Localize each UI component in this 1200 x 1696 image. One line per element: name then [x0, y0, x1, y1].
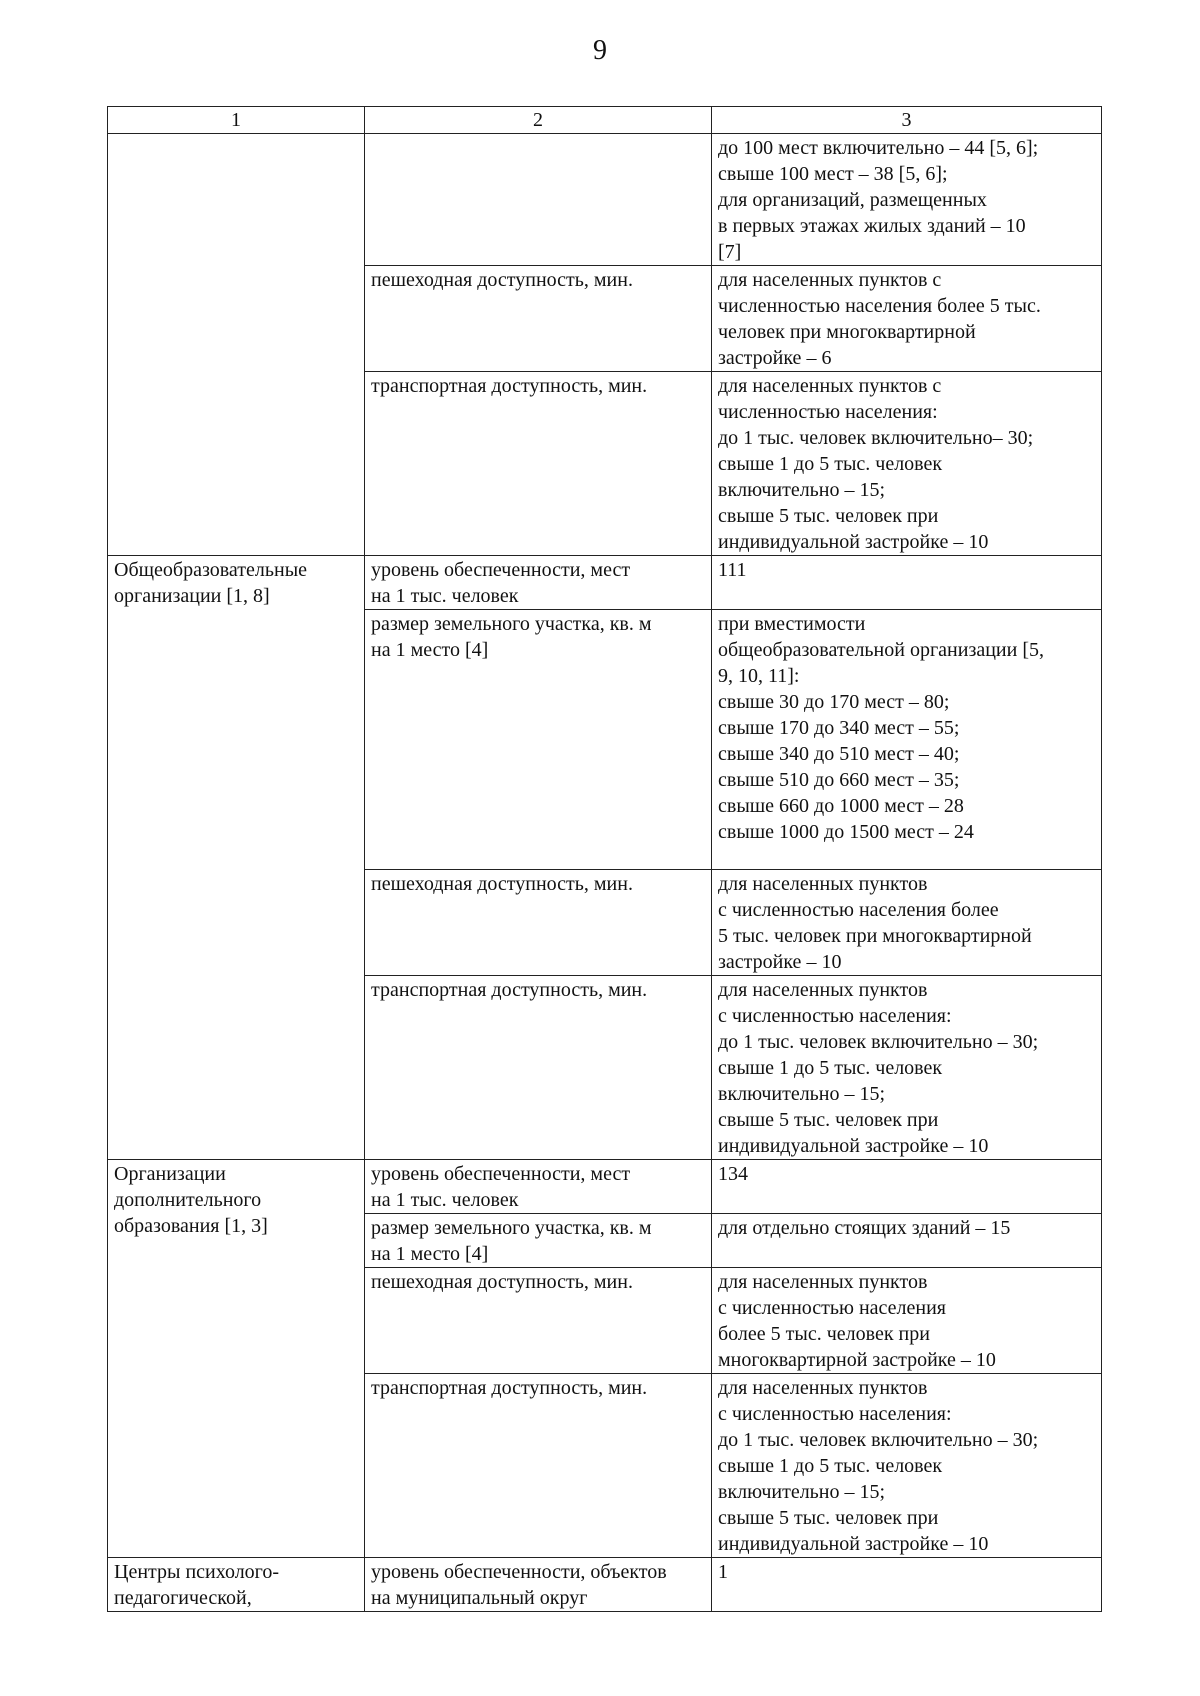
norms-table — [107, 106, 1102, 1612]
value-cell: для населенных пунктов с численностью населения: до 1 тыс. человек включительно– 30; свыше 1 до 5 тыс. человек включительно – 15; свыше 5 тыс. человек при индивидуальной застройке – 10 — [712, 372, 1102, 556]
value-cell: до 100 мест включительно – 44 [5, 6]; свыше 100 мест – 38 [5, 6]; для организаций, размещенных в первых этажах жилых зданий – 10 [7] — [712, 134, 1102, 266]
indicator-cell: транспортная доступность, мин. — [365, 372, 712, 556]
value-cell: для населенных пунктов с численностью населения: до 1 тыс. человек включительно – 30; свыше 1 до 5 тыс. человек включительно – 15; свыше 5 тыс. человек при индивидуальной застройке – 10 — [712, 1374, 1102, 1558]
table-row — [108, 1160, 1102, 1214]
table-row — [108, 1558, 1102, 1612]
indicator-cell: уровень обеспеченности, мест на 1 тыс. человек — [365, 1160, 712, 1214]
indicator-cell: пешеходная доступность, мин. — [365, 870, 712, 976]
table-header-row — [108, 107, 1102, 134]
column-header: 2 — [365, 107, 712, 134]
column-header: 1 — [108, 107, 365, 134]
value-cell: 111 — [712, 556, 1102, 610]
indicator-cell: пешеходная доступность, мин. — [365, 1268, 712, 1374]
value-cell: для отдельно стоящих зданий – 15 — [712, 1214, 1102, 1268]
value-cell: 1 — [712, 1558, 1102, 1612]
column-header: 3 — [712, 107, 1102, 134]
object-type-cell: Общеобразовательные организации [1, 8] — [108, 556, 365, 1160]
indicator-cell: уровень обеспеченности, мест на 1 тыс. человек — [365, 556, 712, 610]
indicator-cell: размер земельного участка, кв. м на 1 место [4] — [365, 610, 712, 870]
value-cell: для населенных пунктов с численностью населения более 5 тыс. человек при многоквартирной застройке – 10 — [712, 870, 1102, 976]
value-cell: 134 — [712, 1160, 1102, 1214]
indicator-cell: пешеходная доступность, мин. — [365, 266, 712, 372]
indicator-cell: транспортная доступность, мин. — [365, 976, 712, 1160]
object-type-cell: Организации дополнительного образования [1, 3] — [108, 1160, 365, 1558]
object-type-cell: Центры психолого- педагогической, — [108, 1558, 365, 1612]
indicator-cell — [365, 134, 712, 266]
indicator-cell: транспортная доступность, мин. — [365, 1374, 712, 1558]
page-number: 9 — [593, 35, 607, 66]
indicator-cell: уровень обеспеченности, объектов на муниципальный округ — [365, 1558, 712, 1612]
table-row — [108, 556, 1102, 610]
value-cell: для населенных пунктов с численностью населения: до 1 тыс. человек включительно – 30; свыше 1 до 5 тыс. человек включительно – 15; свыше 5 тыс. человек при индивидуальной застройке – 10 — [712, 976, 1102, 1160]
object-type-cell — [108, 134, 365, 556]
value-cell: при вместимости общеобразовательной организации [5, 9, 10, 11]: свыше 30 до 170 мест – 80; свыше 170 до 340 мест – 55; свыше 340 до 510 мест – 40; свыше 510 до 660 мест – 35; свыше 660 до 1000 мест – 28 свыше 1000 до 1500 мест – 24 — [712, 610, 1102, 870]
indicator-cell: размер земельного участка, кв. м на 1 место [4] — [365, 1214, 712, 1268]
value-cell: для населенных пунктов с численностью населения более 5 тыс. человек при многоквартирной застройке – 10 — [712, 1268, 1102, 1374]
value-cell: для населенных пунктов с численностью населения более 5 тыс. человек при многоквартирной застройке – 6 — [712, 266, 1102, 372]
table-row — [108, 134, 1102, 266]
